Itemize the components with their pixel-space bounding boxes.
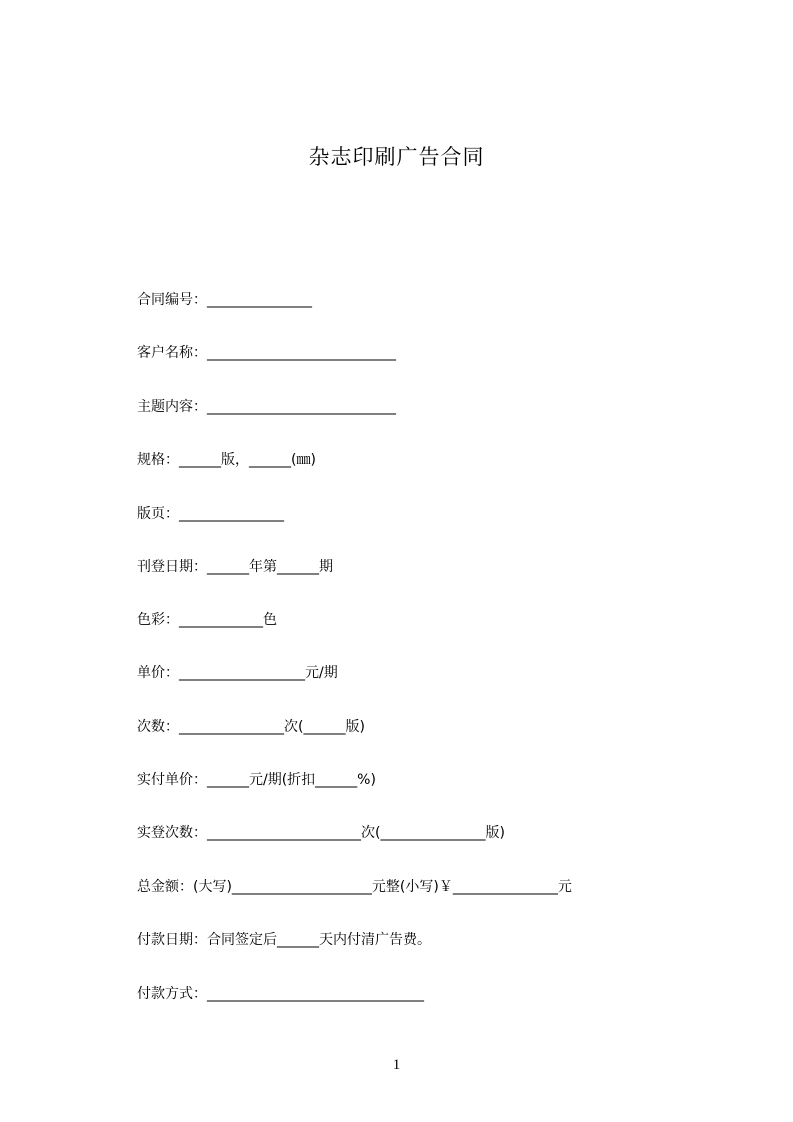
contract-number-field: 合同编号：_______________ [137, 292, 312, 308]
payment-method-field: 付款方式：_______________________________ [137, 986, 424, 1002]
specification-field: 规格：______版，______(㎜) [137, 452, 316, 468]
subject-content-field: 主题内容：___________________________ [137, 399, 396, 415]
unit-price-field: 单价：__________________元/期 [137, 665, 338, 681]
actual-unit-price-field: 实付单价：______元/期(折扣______%) [137, 772, 376, 788]
page-number: 1 [392, 1057, 401, 1073]
actual-frequency-field: 实登次数：______________________次(_______________版) [137, 825, 505, 841]
color-field: 色彩：____________色 [137, 612, 277, 628]
payment-date-field: 付款日期：合同签定后______天内付清广告费。 [137, 932, 431, 948]
frequency-field: 次数：_______________次(______版) [137, 719, 365, 735]
total-amount-field: 总金额：(大写)____________________元整(小写)￥_______________元 [137, 879, 572, 895]
publish-date-field: 刊登日期：______年第______期 [137, 559, 333, 575]
client-name-field: 客户名称：___________________________ [137, 345, 396, 361]
page-layout-field: 版页：_______________ [137, 506, 284, 522]
document-title: 杂志印刷广告合同 [308, 145, 485, 169]
